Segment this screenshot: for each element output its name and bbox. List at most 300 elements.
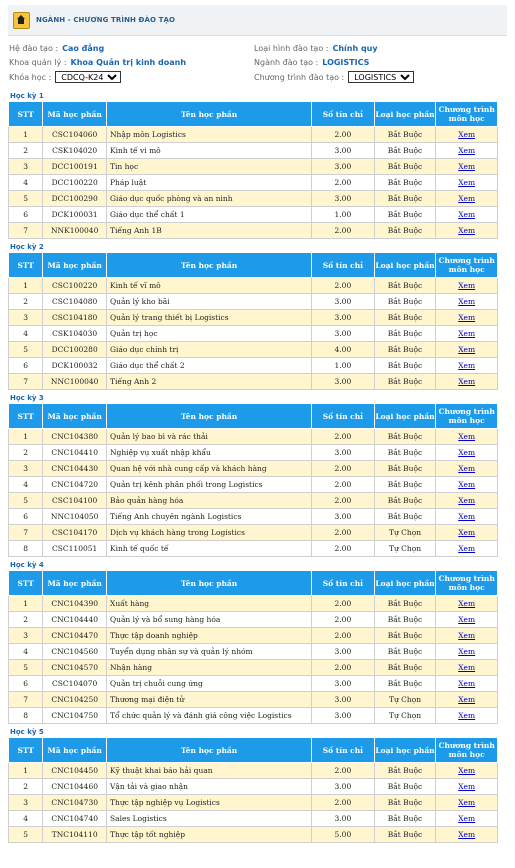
- syllabus-cell: [436, 644, 498, 660]
- course-name: Nhận hàng: [106, 660, 311, 676]
- course-type: Bắt Buộc: [374, 207, 436, 223]
- course-type: Tự Chọn: [374, 541, 436, 557]
- credits: 2.00: [312, 493, 375, 509]
- row-number: 1: [9, 127, 43, 143]
- course-code: CNC104750: [43, 708, 107, 724]
- course-name: Giáo dục thể chất 2: [106, 358, 311, 374]
- course-code: CSC104070: [43, 676, 107, 692]
- table-header-row: [9, 404, 498, 429]
- course-type: Bắt Buộc: [374, 278, 436, 294]
- row-number: 3: [9, 310, 43, 326]
- row-number: 7: [9, 525, 43, 541]
- loai-hinh-label: Loại hình đào tạo :: [254, 44, 329, 53]
- course-name: Tiếng Anh 1B: [106, 223, 311, 239]
- view-syllabus-link[interactable]: Xem: [458, 345, 476, 354]
- row-number: 7: [9, 223, 43, 239]
- syllabus-cell: [436, 143, 498, 159]
- credits: 2.00: [312, 612, 375, 628]
- row-number: 2: [9, 779, 43, 795]
- view-syllabus-link[interactable]: Xem: [458, 178, 476, 187]
- view-syllabus-link[interactable]: Xem: [458, 162, 476, 171]
- course-type: Bắt Buộc: [374, 596, 436, 612]
- course-code: CNC104740: [43, 811, 107, 827]
- course-code: DCC100191: [43, 159, 107, 175]
- course-code: NNC100040: [43, 374, 107, 390]
- course-code: CSC100220: [43, 278, 107, 294]
- khoa-quan-ly-value: Khoa Quản trị kinh doanh: [70, 58, 187, 67]
- loai-hinh-value: Chính quy: [332, 44, 378, 53]
- credits: 2.00: [312, 525, 375, 541]
- credits: 1.00: [312, 358, 375, 374]
- credits: 2.00: [312, 223, 375, 239]
- course-code: CSK104020: [43, 143, 107, 159]
- row-number: 4: [9, 175, 43, 191]
- view-syllabus-link[interactable]: Xem: [458, 480, 476, 489]
- credits: 5.00: [312, 827, 375, 843]
- row-number: 3: [9, 461, 43, 477]
- credits: 3.00: [312, 143, 375, 159]
- table-row: [9, 708, 498, 724]
- column-header: Chương trình môn học: [436, 404, 498, 429]
- table-header-row: [9, 738, 498, 763]
- table-row: [9, 445, 498, 461]
- table-row: [9, 477, 498, 493]
- view-syllabus-link[interactable]: Xem: [458, 663, 476, 672]
- syllabus-cell: [436, 159, 498, 175]
- row-number: 5: [9, 493, 43, 509]
- row-number: 1: [9, 763, 43, 779]
- he-dao-tao-value: Cao đẳng: [62, 44, 105, 53]
- syllabus-cell: [436, 127, 498, 143]
- credits: 3.00: [312, 445, 375, 461]
- course-code: CSC104080: [43, 294, 107, 310]
- view-syllabus-link[interactable]: Xem: [458, 377, 476, 386]
- table-row: [9, 509, 498, 525]
- course-code: DCK100031: [43, 207, 107, 223]
- row-number: 2: [9, 445, 43, 461]
- view-syllabus-link[interactable]: Xem: [458, 226, 476, 235]
- syllabus-cell: [436, 541, 498, 557]
- semester-title: Học kỳ 1: [10, 92, 44, 100]
- nganh-dao-tao-label: Ngành đào tạo :: [254, 58, 319, 67]
- credits: 2.00: [312, 477, 375, 493]
- table-row: [9, 358, 498, 374]
- course-code: TNC104110: [43, 827, 107, 843]
- syllabus-cell: [436, 660, 498, 676]
- khoa-quan-ly: [9, 58, 186, 67]
- table-row: [9, 660, 498, 676]
- column-header: Tên học phần: [106, 571, 311, 596]
- semester-list: [8, 92, 507, 843]
- course-code: CSC104100: [43, 493, 107, 509]
- view-syllabus-link[interactable]: Xem: [458, 194, 476, 203]
- credits: 3.00: [312, 676, 375, 692]
- course-type: Bắt Buộc: [374, 326, 436, 342]
- khoa-hoc-select[interactable]: [55, 71, 121, 83]
- course-name: Pháp luật: [106, 175, 311, 191]
- credits: 2.00: [312, 660, 375, 676]
- semester-title: Học kỳ 5: [10, 728, 44, 736]
- course-name: Kỹ thuật khai báo hải quan: [106, 763, 311, 779]
- syllabus-cell: [436, 342, 498, 358]
- table-row: [9, 278, 498, 294]
- course-code: CNC104460: [43, 779, 107, 795]
- view-syllabus-link[interactable]: Xem: [458, 448, 476, 457]
- course-name: Quản trị học: [106, 326, 311, 342]
- view-syllabus-link[interactable]: Xem: [458, 711, 476, 720]
- syllabus-cell: [436, 708, 498, 724]
- course-name: Sales Logistics: [106, 811, 311, 827]
- credits: 2.00: [312, 795, 375, 811]
- course-code: CNC104720: [43, 477, 107, 493]
- syllabus-cell: [436, 811, 498, 827]
- course-type: Bắt Buộc: [374, 159, 436, 175]
- syllabus-cell: [436, 445, 498, 461]
- view-syllabus-link[interactable]: Xem: [458, 329, 476, 338]
- course-type: Bắt Buộc: [374, 342, 436, 358]
- credits: 3.00: [312, 191, 375, 207]
- view-syllabus-link[interactable]: Xem: [458, 599, 476, 608]
- course-name: Nhập môn Logistics: [106, 127, 311, 143]
- course-code: CSC104060: [43, 127, 107, 143]
- course-type: Bắt Buộc: [374, 644, 436, 660]
- syllabus-cell: [436, 310, 498, 326]
- view-syllabus-link[interactable]: Xem: [458, 798, 476, 807]
- program-info: [8, 42, 507, 88]
- view-syllabus-link[interactable]: Xem: [458, 814, 476, 823]
- semester-title: Học kỳ 4: [10, 561, 44, 569]
- table-row: [9, 541, 498, 557]
- column-header: Chương trình môn học: [436, 102, 498, 127]
- course-code: CNC104570: [43, 660, 107, 676]
- column-header: STT: [9, 102, 43, 127]
- table-row: [9, 461, 498, 477]
- table-row: [9, 143, 498, 159]
- course-code: CNC104380: [43, 429, 107, 445]
- view-syllabus-link[interactable]: Xem: [458, 544, 476, 553]
- nganh-dao-tao-value: LOGISTICS: [322, 58, 370, 67]
- row-number: 7: [9, 374, 43, 390]
- course-name: Kinh tế quốc tế: [106, 541, 311, 557]
- course-type: Bắt Buộc: [374, 763, 436, 779]
- row-number: 6: [9, 509, 43, 525]
- view-syllabus-link[interactable]: Xem: [458, 528, 476, 537]
- course-code: CNC104390: [43, 596, 107, 612]
- khoa-hoc-label: Khóa học :: [9, 72, 52, 82]
- course-code: CNC104440: [43, 612, 107, 628]
- course-type: Bắt Buộc: [374, 175, 436, 191]
- syllabus-cell: [436, 477, 498, 493]
- credits: 3.00: [312, 310, 375, 326]
- course-type: Bắt Buộc: [374, 310, 436, 326]
- course-type: Bắt Buộc: [374, 294, 436, 310]
- column-header: STT: [9, 253, 43, 278]
- column-header: Tên học phần: [106, 404, 311, 429]
- syllabus-cell: [436, 692, 498, 708]
- credits: 2.00: [312, 175, 375, 191]
- course-name: Dịch vụ khách hàng trong Logistics: [106, 525, 311, 541]
- course-name: Kinh tế vi mô: [106, 143, 311, 159]
- table-row: [9, 342, 498, 358]
- chuong-trinh-label: Chương trình đào tạo :: [254, 72, 345, 82]
- course-name: Quản trị kênh phân phối trong Logistics: [106, 477, 311, 493]
- view-syllabus-link[interactable]: Xem: [458, 830, 476, 839]
- table-row: [9, 612, 498, 628]
- course-type: Bắt Buộc: [374, 795, 436, 811]
- credits: 3.00: [312, 374, 375, 390]
- column-header: Tên học phần: [106, 253, 311, 278]
- page: [0, 5, 515, 868]
- view-syllabus-link[interactable]: Xem: [458, 361, 476, 370]
- table-row: [9, 779, 498, 795]
- course-name: Thực tập doanh nghiệp: [106, 628, 311, 644]
- home-icon[interactable]: [13, 12, 30, 29]
- row-number: 3: [9, 159, 43, 175]
- course-type: Bắt Buộc: [374, 143, 436, 159]
- course-code: CNC104410: [43, 445, 107, 461]
- view-syllabus-link[interactable]: Xem: [458, 464, 476, 473]
- column-header: STT: [9, 571, 43, 596]
- course-name: Quản trị chuỗi cung ứng: [106, 676, 311, 692]
- credits: 3.00: [312, 509, 375, 525]
- column-header: Tên học phần: [106, 738, 311, 763]
- credits: 3.00: [312, 294, 375, 310]
- credits: 1.00: [312, 207, 375, 223]
- course-type: Bắt Buộc: [374, 628, 436, 644]
- course-type: Bắt Buộc: [374, 127, 436, 143]
- column-header: Loại học phần: [374, 404, 436, 429]
- row-number: 4: [9, 644, 43, 660]
- row-number: 5: [9, 660, 43, 676]
- credits: 2.00: [312, 628, 375, 644]
- course-name: Vận tải và giao nhận: [106, 779, 311, 795]
- syllabus-cell: [436, 509, 498, 525]
- row-number: 2: [9, 143, 43, 159]
- credits: 3.00: [312, 644, 375, 660]
- table-row: [9, 811, 498, 827]
- course-type: Bắt Buộc: [374, 223, 436, 239]
- course-name: Nghiệp vụ xuất nhập khẩu: [106, 445, 311, 461]
- khoa-hoc: [9, 71, 121, 83]
- row-number: 5: [9, 342, 43, 358]
- chuong-trinh: [254, 71, 414, 83]
- table-row: [9, 628, 498, 644]
- syllabus-cell: [436, 191, 498, 207]
- column-header: Mã học phần: [43, 571, 107, 596]
- column-header: Số tín chỉ: [312, 738, 375, 763]
- column-header: Chương trình môn học: [436, 571, 498, 596]
- course-code: CNC104470: [43, 628, 107, 644]
- course-name: Tiếng Anh 2: [106, 374, 311, 390]
- table-row: [9, 207, 498, 223]
- view-syllabus-link[interactable]: Xem: [458, 647, 476, 656]
- table-header-row: [9, 102, 498, 127]
- view-syllabus-link[interactable]: Xem: [458, 631, 476, 640]
- course-type: Bắt Buộc: [374, 660, 436, 676]
- course-type: Bắt Buộc: [374, 827, 436, 843]
- course-type: Bắt Buộc: [374, 477, 436, 493]
- view-syllabus-link[interactable]: Xem: [458, 782, 476, 791]
- course-type: Bắt Buộc: [374, 461, 436, 477]
- view-syllabus-link[interactable]: Xem: [458, 695, 476, 704]
- course-type: Bắt Buộc: [374, 445, 436, 461]
- course-name: Xuất hàng: [106, 596, 311, 612]
- syllabus-cell: [436, 525, 498, 541]
- course-type: Bắt Buộc: [374, 429, 436, 445]
- syllabus-cell: [436, 628, 498, 644]
- column-header: STT: [9, 404, 43, 429]
- column-header: Số tín chỉ: [312, 253, 375, 278]
- credits: 3.00: [312, 326, 375, 342]
- course-code: NNK100040: [43, 223, 107, 239]
- course-code: DCK100032: [43, 358, 107, 374]
- row-number: 3: [9, 795, 43, 811]
- syllabus-cell: [436, 429, 498, 445]
- chuong-trinh-select[interactable]: [348, 71, 414, 83]
- course-type: Bắt Buộc: [374, 779, 436, 795]
- view-syllabus-link[interactable]: Xem: [458, 130, 476, 139]
- page-header: [8, 5, 507, 36]
- view-syllabus-link[interactable]: Xem: [458, 146, 476, 155]
- course-type: Bắt Buộc: [374, 493, 436, 509]
- course-code: CSC104170: [43, 525, 107, 541]
- column-header: Loại học phần: [374, 102, 436, 127]
- table-row: [9, 127, 498, 143]
- credits: 2.00: [312, 429, 375, 445]
- nganh-dao-tao: [254, 58, 369, 67]
- table-row: [9, 310, 498, 326]
- syllabus-cell: [436, 779, 498, 795]
- course-type: Tự Chọn: [374, 525, 436, 541]
- course-code: DCC100280: [43, 342, 107, 358]
- course-name: Bảo quản hàng hóa: [106, 493, 311, 509]
- course-code: NNC104050: [43, 509, 107, 525]
- semester-title: Học kỳ 2: [10, 243, 44, 251]
- syllabus-cell: [436, 763, 498, 779]
- course-type: Tự Chọn: [374, 692, 436, 708]
- syllabus-cell: [436, 827, 498, 843]
- course-name: Tiếng Anh chuyên ngành Logistics: [106, 509, 311, 525]
- course-name: Tổ chức quản lý và đánh giá công việc Logistics: [106, 708, 311, 724]
- syllabus-cell: [436, 493, 498, 509]
- he-dao-tao-label: Hệ đào tạo :: [9, 44, 59, 53]
- view-syllabus-link[interactable]: Xem: [458, 496, 476, 505]
- syllabus-cell: [436, 278, 498, 294]
- table-header-row: [9, 571, 498, 596]
- course-table: [8, 570, 498, 724]
- row-number: 2: [9, 612, 43, 628]
- credits: 2.00: [312, 763, 375, 779]
- syllabus-cell: [436, 374, 498, 390]
- column-header: Chương trình môn học: [436, 253, 498, 278]
- table-row: [9, 374, 498, 390]
- table-row: [9, 827, 498, 843]
- course-table: [8, 737, 498, 843]
- view-syllabus-link[interactable]: Xem: [458, 615, 476, 624]
- row-number: 5: [9, 191, 43, 207]
- table-row: [9, 493, 498, 509]
- view-syllabus-link[interactable]: Xem: [458, 512, 476, 521]
- course-type: Bắt Buộc: [374, 509, 436, 525]
- row-number: 3: [9, 628, 43, 644]
- column-header: Mã học phần: [43, 738, 107, 763]
- course-name: Quản lý trang thiết bị Logistics: [106, 310, 311, 326]
- course-name: Kinh tế vĩ mô: [106, 278, 311, 294]
- row-number: 6: [9, 358, 43, 374]
- row-number: 1: [9, 429, 43, 445]
- view-syllabus-link[interactable]: Xem: [458, 281, 476, 290]
- row-number: 4: [9, 811, 43, 827]
- credits: 2.00: [312, 541, 375, 557]
- syllabus-cell: [436, 461, 498, 477]
- table-row: [9, 795, 498, 811]
- course-type: Bắt Buộc: [374, 358, 436, 374]
- table-row: [9, 159, 498, 175]
- course-name: Quản lý bao bì và rác thải: [106, 429, 311, 445]
- course-type: Bắt Buộc: [374, 374, 436, 390]
- syllabus-cell: [436, 676, 498, 692]
- column-header: Mã học phần: [43, 253, 107, 278]
- column-header: Số tín chỉ: [312, 571, 375, 596]
- course-name: Giáo dục quốc phòng và an ninh: [106, 191, 311, 207]
- column-header: Mã học phần: [43, 404, 107, 429]
- row-number: 4: [9, 326, 43, 342]
- credits: 2.00: [312, 461, 375, 477]
- course-code: CNC104450: [43, 763, 107, 779]
- course-table: [8, 252, 498, 390]
- syllabus-cell: [436, 223, 498, 239]
- column-header: Loại học phần: [374, 571, 436, 596]
- view-syllabus-link[interactable]: Xem: [458, 432, 476, 441]
- column-header: Loại học phần: [374, 738, 436, 763]
- course-code: CSC110051: [43, 541, 107, 557]
- syllabus-cell: [436, 612, 498, 628]
- table-row: [9, 676, 498, 692]
- credits: 3.00: [312, 159, 375, 175]
- course-table: [8, 101, 498, 239]
- row-number: 1: [9, 596, 43, 612]
- course-type: Bắt Buộc: [374, 191, 436, 207]
- table-row: [9, 692, 498, 708]
- column-header: Số tín chỉ: [312, 404, 375, 429]
- course-name: Giáo dục thể chất 1: [106, 207, 311, 223]
- course-type: Bắt Buộc: [374, 811, 436, 827]
- view-syllabus-link[interactable]: Xem: [458, 297, 476, 306]
- course-type: Bắt Buộc: [374, 612, 436, 628]
- course-name: Quản lý và bổ sung hàng hóa: [106, 612, 311, 628]
- view-syllabus-link[interactable]: Xem: [458, 766, 476, 775]
- view-syllabus-link[interactable]: Xem: [458, 679, 476, 688]
- column-header: Mã học phần: [43, 102, 107, 127]
- row-number: 2: [9, 294, 43, 310]
- view-syllabus-link[interactable]: Xem: [458, 313, 476, 322]
- khoa-quan-ly-label: Khoa quản lý :: [9, 58, 67, 67]
- table-row: [9, 294, 498, 310]
- he-dao-tao: [9, 44, 104, 53]
- loai-hinh: [254, 44, 378, 53]
- table-row: [9, 175, 498, 191]
- credits: 3.00: [312, 811, 375, 827]
- course-name: Thương mại điện tử: [106, 692, 311, 708]
- course-type: Tự Chọn: [374, 708, 436, 724]
- table-header-row: [9, 253, 498, 278]
- row-number: 5: [9, 827, 43, 843]
- view-syllabus-link[interactable]: Xem: [458, 210, 476, 219]
- course-name: Thực tập nghiệp vụ Logistics: [106, 795, 311, 811]
- credits: 3.00: [312, 779, 375, 795]
- row-number: 4: [9, 477, 43, 493]
- credits: 2.00: [312, 596, 375, 612]
